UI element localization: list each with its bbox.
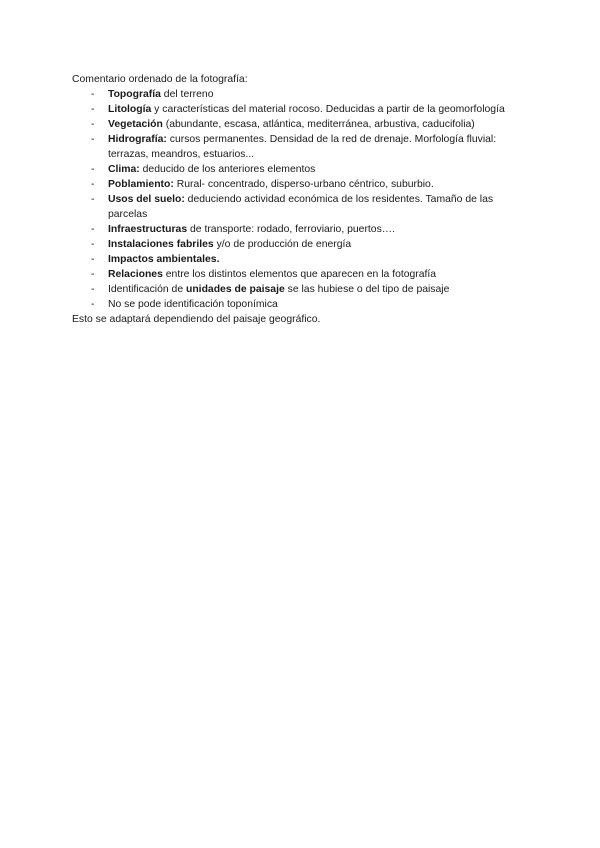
item-text: se las hubiese o del tipo de paisaje — [284, 284, 450, 295]
bullet-dash: - — [91, 299, 95, 310]
item-heading: Infraestructuras — [108, 224, 188, 235]
item-heading: Impactos ambientales. — [108, 254, 220, 265]
bullet-dash: - — [91, 179, 95, 190]
bullet-dash: - — [91, 284, 95, 295]
item-text: deduciendo actividad económica de los residentes. Tamaño de las parcelas — [108, 194, 494, 220]
item-heading: Poblamiento: — [108, 179, 174, 190]
item-heading: Vegetación — [108, 119, 163, 130]
item-text: Rural- concentrado, disperso-urbano céntrico, suburbio. — [173, 179, 434, 190]
item-text: (abundante, escasa, atlántica, mediterránea, arbustiva, caducifolia) — [162, 119, 475, 130]
list-item — [72, 267, 532, 282]
item-heading: Instalaciones fabriles — [108, 239, 214, 250]
bullet-dash: - — [91, 119, 95, 130]
list-item — [72, 87, 532, 102]
item-text: de transporte: rodado, ferroviario, puertos…. — [187, 224, 396, 235]
item-heading: Clima: — [108, 164, 140, 175]
intro-line: Comentario ordenado de la fotografía: — [72, 74, 248, 85]
bullet-dash: - — [91, 164, 95, 175]
item-heading: unidades de paisaje — [185, 284, 285, 295]
item-text: No se pode identificación toponímica — [108, 299, 278, 310]
document-body — [72, 72, 532, 327]
item-heading: Relaciones — [108, 269, 163, 280]
bullet-dash: - — [91, 269, 95, 280]
item-text: deducido de los anteriores elementos — [139, 164, 316, 175]
item-heading: Hidrografía: — [108, 134, 167, 145]
list-item — [72, 297, 532, 312]
item-text: y/o de producción de energía — [213, 239, 352, 250]
item-text: Identificación de — [108, 284, 186, 295]
list-item — [72, 252, 532, 267]
list-item — [72, 282, 532, 297]
item-heading: Topografía — [108, 89, 161, 100]
list-item — [72, 177, 532, 192]
list-item — [72, 132, 532, 162]
list-item — [72, 237, 532, 252]
item-heading: Litología — [108, 104, 152, 115]
bullet-dash: - — [91, 224, 95, 235]
closing-line: Esto se adaptará dependiendo del paisaje geográfico. — [72, 314, 321, 325]
bullet-dash: - — [91, 89, 95, 100]
bullet-dash: - — [91, 239, 95, 250]
list-item — [72, 102, 532, 117]
item-text: y características del material rocoso. Deducidas a partir de la geomorfología — [151, 104, 505, 115]
list-item — [72, 162, 532, 177]
item-heading: Usos del suelo: — [108, 194, 185, 205]
list-item — [72, 222, 532, 237]
bullet-list — [72, 87, 532, 312]
item-text: cursos permanentes. Densidad de la red de drenaje. Morfología fluvial: terrazas, meandros, estuarios... — [108, 134, 497, 160]
list-item — [72, 117, 532, 132]
item-text: del terreno — [160, 89, 214, 100]
list-item — [72, 192, 532, 222]
bullet-dash: - — [91, 104, 95, 115]
bullet-dash: - — [91, 254, 95, 265]
item-text: entre los distintos elementos que aparecen en la fotografía — [162, 269, 437, 280]
bullet-dash: - — [91, 134, 95, 145]
bullet-dash: - — [91, 194, 95, 205]
